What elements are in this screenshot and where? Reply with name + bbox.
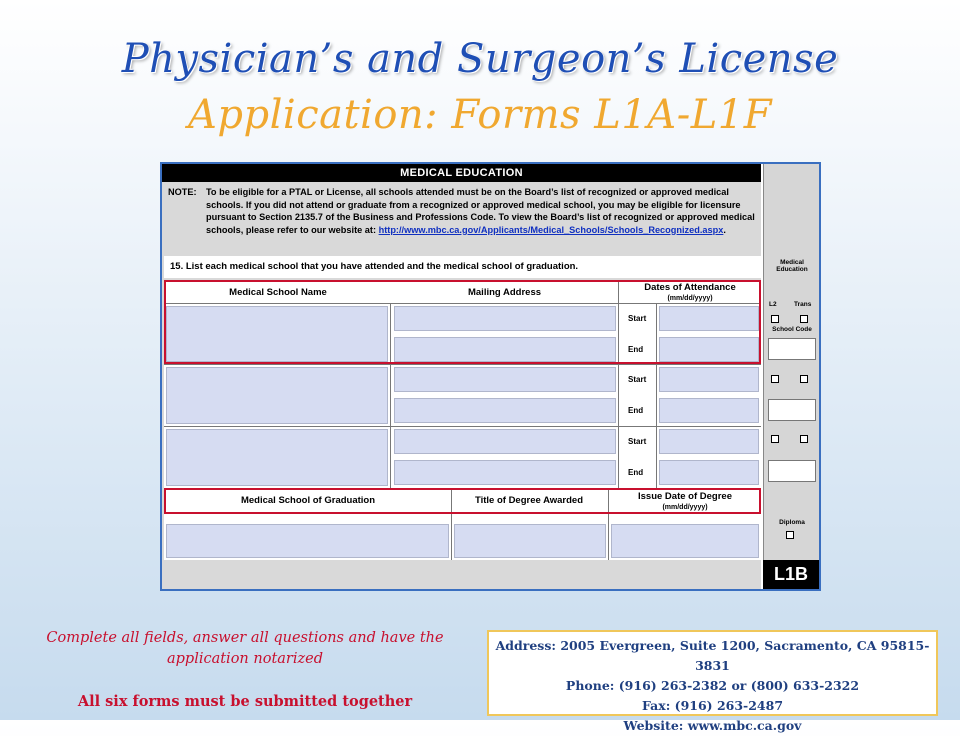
school-2-end-label: End — [628, 406, 644, 415]
l2-checkbox-2[interactable] — [771, 375, 779, 383]
trans-checkbox-3[interactable] — [800, 435, 808, 443]
school-2-address-field-1[interactable] — [394, 367, 616, 392]
submission-note: All six forms must be submitted together — [77, 693, 413, 710]
school-3-end-label: End — [628, 468, 644, 477]
col-issue-date-format: (mm/dd/yyyy) — [662, 504, 708, 511]
col-graduation-school: Medical School of Graduation — [240, 495, 376, 506]
note-label: NOTE: — [168, 187, 197, 197]
trans-checkbox-1[interactable] — [800, 315, 808, 323]
school-code-box-1[interactable] — [768, 338, 816, 360]
col-dates: Dates of Attendance — [644, 282, 736, 293]
side-l2-label: L2 — [769, 301, 777, 308]
trans-checkbox-2[interactable] — [800, 375, 808, 383]
diploma-checkbox[interactable] — [786, 531, 794, 539]
eligibility-note — [168, 186, 760, 236]
school-3-start-date[interactable] — [659, 429, 759, 454]
school-3-start-label: Start — [628, 437, 647, 446]
school-2-start-label: Start — [628, 375, 647, 384]
section-header: MEDICAL EDUCATION — [162, 164, 761, 182]
degree-title-field[interactable] — [454, 524, 606, 558]
contact-fax: Fax: (916) 263-2487 — [641, 698, 784, 713]
col-mailing-address: Mailing Address — [467, 287, 542, 298]
note-text: To be eligible for a PTAL or License, all schools attended must be on the Board’s list of recognized or approved medical schools. If you did not attend or graduate from a recognized or approved medical school, you may be eligible for licensure pursuant to Section 2135.7 of the Business and Professions Code. To view the Board’s list of recognized or approved medical schools, please refer to our website at: — [206, 187, 755, 235]
school-3-address-field-2[interactable] — [394, 460, 616, 485]
col-dates-format: (mm/dd/yyyy) — [667, 295, 713, 302]
contact-phone: Phone: (916) 263-2382 or (800) 633-2322 — [565, 678, 860, 693]
school-3-name-field[interactable] — [166, 429, 388, 486]
question-15: 15. List each medical school that you have attended and the medical school of graduation. — [164, 256, 761, 278]
side-school-code-label: School Code — [772, 326, 812, 333]
col-school-name: Medical School Name — [229, 287, 327, 298]
graduation-school-field[interactable] — [166, 524, 449, 558]
form-code-badge: L1B — [763, 560, 819, 589]
page-title: Physician’s and Surgeon’s License — [121, 36, 839, 82]
school-2-name-field[interactable] — [166, 367, 388, 424]
grid-line — [164, 364, 761, 365]
highlight-first-school — [164, 280, 761, 364]
contact-website[interactable]: Website: www.mbc.ca.gov — [623, 718, 802, 733]
form-l1b-image — [160, 162, 821, 591]
l2-checkbox-3[interactable] — [771, 435, 779, 443]
school-2-address-field-2[interactable] — [394, 398, 616, 423]
school-3-address-field-1[interactable] — [394, 429, 616, 454]
side-medical-education: Medical Education — [776, 259, 808, 273]
note-end: . — [723, 224, 726, 235]
col-issue-date: Issue Date of Degree — [638, 491, 732, 502]
recognized-schools-link[interactable]: http://www.mbc.ca.gov/Applicants/Medical_Schools/Schools_Recognized.aspx — [378, 224, 724, 235]
form-main-panel — [162, 164, 761, 589]
instructions-text: Complete all fields, answer all questions and have the application notarized — [46, 630, 444, 667]
grid-line — [164, 426, 761, 427]
contact-box — [487, 630, 938, 733]
contact-address: Address: 2005 Evergreen, Suite 1200, Sacramento, CA 95815-3831 — [495, 638, 930, 673]
issue-date-field[interactable] — [611, 524, 759, 558]
school-code-box-3[interactable] — [768, 460, 816, 482]
school-1-start-label: Start — [628, 314, 647, 323]
school-2-end-date[interactable] — [659, 398, 759, 423]
school-code-box-2[interactable] — [768, 399, 816, 421]
highlight-graduation-header — [164, 488, 761, 514]
side-diploma-label: Diploma — [779, 519, 805, 526]
school-3-end-date[interactable] — [659, 460, 759, 485]
side-trans-label: Trans — [794, 301, 812, 308]
page-subtitle: Application: Forms L1A-L1F — [188, 92, 772, 138]
office-use-column — [763, 164, 819, 589]
l2-checkbox-1[interactable] — [771, 315, 779, 323]
school-2-start-date[interactable] — [659, 367, 759, 392]
school-1-end-label: End — [628, 345, 644, 354]
col-degree-title: Title of Degree Awarded — [474, 495, 584, 506]
